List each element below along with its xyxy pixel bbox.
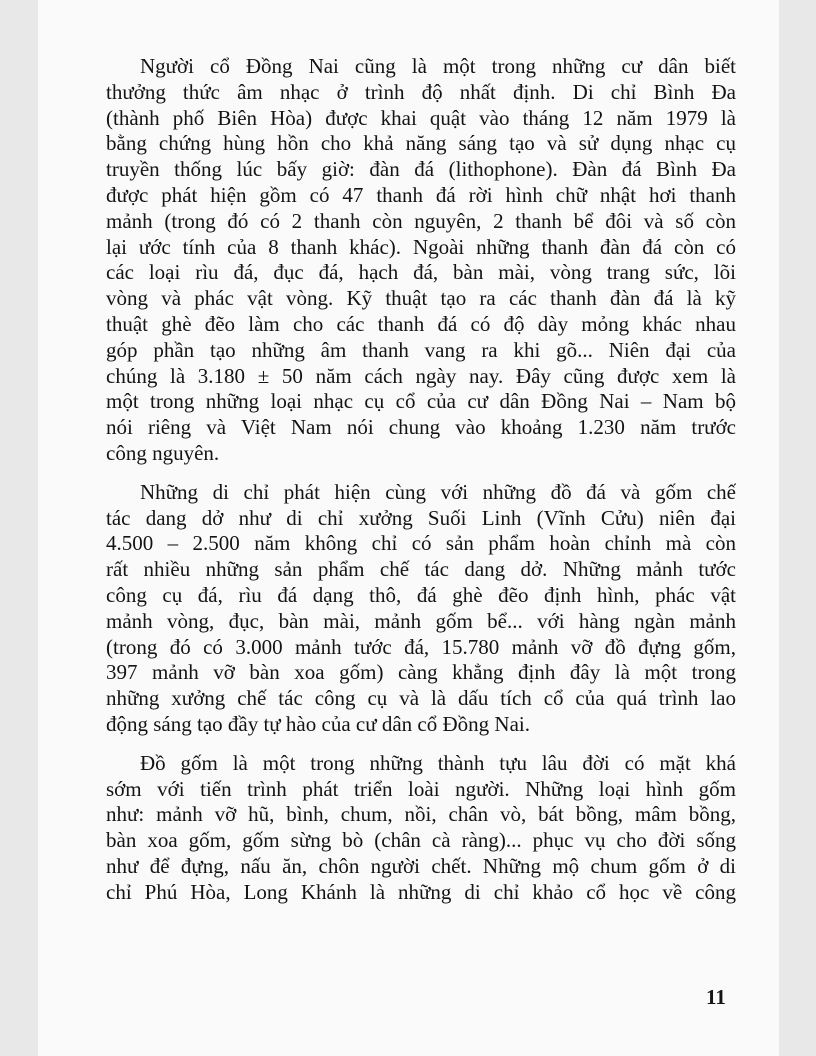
- text-line: được phát hiện gồm có 47 thanh đá rời hình chữ nhật hơi thanh: [106, 182, 736, 207]
- text-line: công cụ đá, rìu đá dạng thô, đá ghè đẽo định hình, phác vật: [106, 582, 736, 607]
- text-line: rất nhiều những sản phẩm chế tác dang dở. Những mảnh tước: [106, 557, 736, 582]
- text-line: lại ước tính của 8 thanh khác). Ngoài những thanh đàn đá còn có: [106, 234, 736, 259]
- text-line: sớm với tiến trình phát triển loài người. Những loại hình gốm: [106, 776, 736, 801]
- text-line: công nguyên.: [106, 440, 220, 465]
- text-line: các loại rìu đá, đục đá, hạch đá, bàn mài, vòng trang sức, lõi: [106, 260, 736, 285]
- paragraph-2: [106, 480, 736, 738]
- text-line: Người cổ Đồng Nai cũng là một trong những cư dân biết: [140, 54, 736, 78]
- text-line: Những di chỉ phát hiện cùng với những đồ đá và gốm chế: [140, 479, 736, 504]
- text-line: thuật ghè đẽo làm cho các thanh đá có độ dày mỏng khác nhau: [106, 311, 736, 336]
- text-line: 4.500 – 2.500 năm không chỉ có sản phẩm hoàn chỉnh mà còn: [106, 531, 736, 556]
- text-line: mảnh (trong đó có 2 thanh còn nguyên, 2 thanh bể đôi và số còn: [106, 208, 736, 233]
- text-line: thưởng thức âm nhạc ở trình độ nhất định. Di chỉ Bình Đa: [106, 79, 736, 104]
- text-line: những xưởng chế tác công cụ và là dấu tích cổ của quá trình lao: [106, 686, 736, 711]
- text-line: mảnh vòng, đục, bàn mài, mảnh gốm bể... với hàng ngàn mảnh: [106, 608, 736, 633]
- text-line: chỉ Phú Hòa, Long Khánh là những di chỉ khảo cổ học về công: [106, 879, 736, 904]
- text-line: bàn xoa gốm, gốm sừng bò (chân cà ràng)... phục vụ cho đời sống: [106, 828, 736, 853]
- text-line: nói riêng và Việt Nam nói chung vào khoảng 1.230 năm trước: [106, 415, 736, 440]
- text-line: (trong đó có 3.000 mảnh tước đá, 15.780 mảnh vỡ đồ đựng gốm,: [106, 634, 736, 659]
- body-text: [106, 54, 736, 906]
- text-line: góp phần tạo những âm thanh vang ra khi gõ... Niên đại của: [106, 337, 736, 362]
- text-line: như để đựng, nấu ăn, chôn người chết. Những mộ chum gốm ở di: [106, 853, 736, 878]
- text-line: 397 mảnh vỡ bàn xoa gốm) càng khẳng định đây là một trong: [106, 660, 736, 685]
- text-line: động sáng tạo đầy tự hào của cư dân cổ Đồng Nai.: [106, 711, 530, 736]
- text-line: bằng chứng hùng hồn cho khả năng sáng tạo và sử dụng nhạc cụ: [106, 131, 736, 156]
- text-line: truyền thống lúc bấy giờ: đàn đá (lithophone). Đàn đá Bình Đa: [106, 157, 736, 182]
- text-line: một trong những loại nhạc cụ cổ của cư dân Đồng Nai – Nam bộ: [106, 389, 736, 414]
- text-line: chúng là 3.180 ± 50 năm cách ngày nay. Đây cũng được xem là: [106, 363, 736, 388]
- text-line: Đồ gốm là một trong những thành tựu lâu đời có mặt khá: [140, 750, 736, 775]
- page-number: 11: [706, 985, 726, 1009]
- text-line: vòng và phác vật vòng. Kỹ thuật tạo ra các thanh đàn đá là kỹ: [106, 286, 736, 311]
- paragraph-3: [106, 751, 736, 906]
- paragraph-1: [106, 54, 736, 467]
- text-line: (thành phố Biên Hòa) được khai quật vào tháng 12 năm 1979 là: [106, 105, 736, 130]
- text-line: như: mảnh vỡ hũ, bình, chum, nồi, chân vò, bát bồng, mâm bồng,: [106, 802, 736, 827]
- text-line: tác dang dở như di chỉ xưởng Suối Linh (Vĩnh Cửu) niên đại: [106, 505, 736, 530]
